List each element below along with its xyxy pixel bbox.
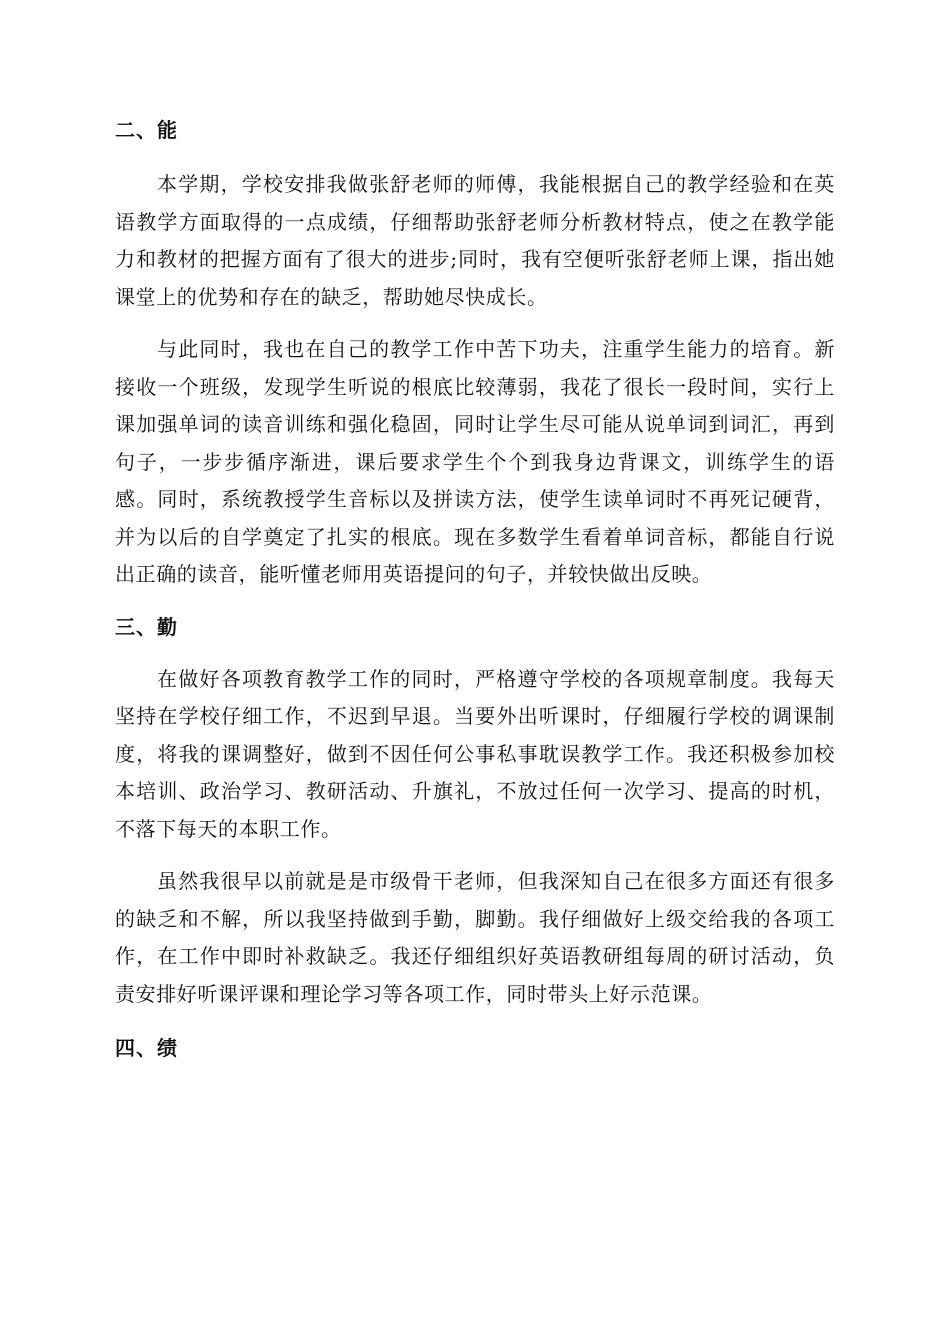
paragraph: 虽然我很早以前就是是市级骨干老师，但我深知自己在很多方面还有很多的缺乏和不解，所以我坚持做到手勤，脚勤。我仔细做好上级交给我的各项工作，在工作中即时补救缺乏。我还仔细组织好英语教研组每周的研讨活动，负责安排好听课评课和理论学习等各项工作，同时带头上好示范课。 <box>115 869 835 1006</box>
section-heading-neng: 二、能 <box>115 118 178 142</box>
paragraph: 与此同时，我也在自己的教学工作中苦下功夫，注重学生能力的培育。新接收一个班级，发现学生听说的根底比较薄弱，我花了很长一段时间，实行上课加强单词的读音训练和强化稳固，同时让学生尽可能从说单词到词汇，再到句子，一步步循序渐进，课后要求学生个个到我身边背课文，训练学生的语感。同时，系统教授学生音标以及拼读方法，使学生读单词时不再死记硬背，并为以后的自学奠定了扎实的根底。现在多数学生看着单词音标，都能自行说出正确的读音，能听懂老师用英语提问的句子，并较快做出反映。 <box>115 337 835 586</box>
paragraph: 在做好各项教育教学工作的同时，严格遵守学校的各项规章制度。我每天坚持在学校仔细工作，不迟到早退。当要外出听课时，仔细履行学校的调课制度，将我的课调整好，做到不因任何公事私事耽误教学工作。我还积极参加校本培训、政治学习、教研活动、升旗礼，不放过任何一次学习、提高的时机，不落下每天的本职工作。 <box>115 666 835 841</box>
section-heading-ji: 四、绩 <box>115 1036 178 1060</box>
section-heading-qin: 三、勤 <box>115 614 178 639</box>
paragraph: 本学期，学校安排我做张舒老师的师傅，我能根据自己的教学经验和在英语教学方面取得的一点成绩，仔细帮助张舒老师分析教材特点，使之在教学能力和教材的把握方面有了很大的进步;同时，我有空便听张舒老师上课，指出她课堂上的优势和存在的缺乏，帮助她尽快成长。 <box>115 172 835 309</box>
document-page <box>115 110 835 1068</box>
